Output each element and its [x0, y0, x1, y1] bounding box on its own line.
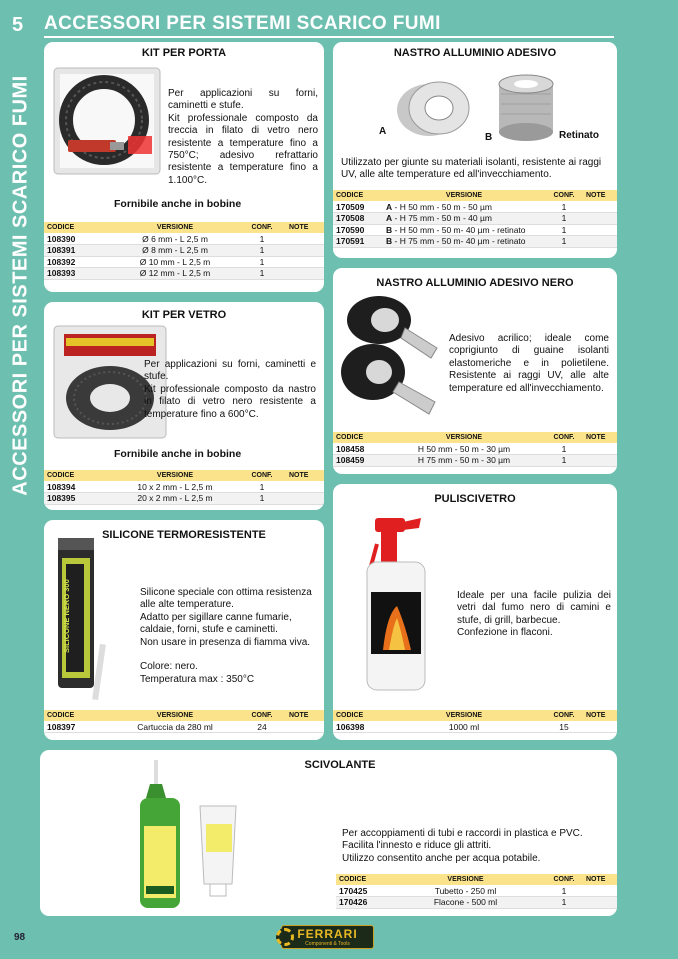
nastro-nero-table: [333, 432, 617, 467]
nastro-nero-image: [339, 292, 443, 422]
col-version: VERSIONE: [112, 470, 238, 481]
table-row: 108391 Ø 8 mm - L 2,5 m 1: [44, 245, 324, 257]
nastro-nero-title: NASTRO ALLUMINIO ADESIVO NERO: [376, 277, 574, 289]
col-note: NOTE: [583, 710, 617, 721]
nastro-nero-description: Adesivo acrilico; ideale come coprigiunto di guaine isolanti elastomeriche e in polietilene. Resistente ai raggi UV, alle alte temperature ed all'invecchiamento.: [449, 333, 609, 394]
nastro-label-a: A: [379, 126, 387, 137]
table-row: 108395 20 x 2 mm - L 2,5 m 1: [44, 493, 324, 505]
kit-vetro-note: Fornibile anche in bobine: [114, 448, 242, 460]
chapter-number: 5: [12, 14, 24, 36]
silicone-table: [44, 710, 324, 733]
col-code: CODICE: [333, 190, 383, 201]
side-title: ACCESSORI PER SISTEMI SCARICO FUMI: [9, 74, 32, 496]
table-row: 170508 A - H 75 mm - 50 m - 40 µm 1: [333, 213, 617, 225]
pulisci-table: [333, 710, 617, 733]
nastro-description: Utilizzato per giunte su materiali isolanti, resistente ai raggi UV, alle alte temperature ed all'invecchiamento.: [341, 157, 602, 181]
gear-icon: [276, 928, 294, 946]
kit-porta-title: KIT PER PORTA: [141, 47, 227, 59]
col-conf: CONF.: [545, 710, 583, 721]
col-conf: CONF.: [238, 710, 286, 721]
table-row: 108458 H 50 mm - 50 m - 30 µm 1: [333, 443, 617, 455]
kit-vetro-table: [44, 470, 324, 505]
col-note: NOTE: [286, 710, 324, 721]
nastro-label-b: B: [485, 132, 493, 143]
nastro-b-image: [491, 74, 561, 144]
col-version: VERSIONE: [112, 710, 238, 721]
table-row: 170590 B - H 50 mm - 50 m- 40 µm - retinato 1: [333, 224, 617, 236]
kit-porta-description: Per applicazioni su forni, caminetti e stufe. Kit professionale composto da treccia in filato di vetro nero resistente a temperature fino a 750°C; adesivo refrattario resistente a temperature fino a 1.100°C.: [168, 88, 318, 186]
page-title: ACCESSORI PER SISTEMI SCARICO FUMI: [44, 13, 441, 34]
col-code: CODICE: [333, 710, 383, 721]
table-row: 170509 A - H 50 mm - 50 m - 50 µm 1: [333, 201, 617, 213]
table-row: 108390 Ø 6 mm - L 2,5 m 1: [44, 233, 324, 245]
silicone-title: SILICONE TERMORESISTENTE: [102, 529, 266, 541]
table-row: 108459 H 75 mm - 50 m - 30 µm 1: [333, 455, 617, 467]
scivolante-title: SCIVOLANTE: [304, 759, 376, 771]
col-note: NOTE: [286, 470, 324, 481]
kit-vetro-description: Per applicazioni su forni, caminetti e stufe. Kit professionale composto da nastro in filato di vetro nero resistente a temperature fino a 600°C.: [144, 359, 316, 420]
pulisci-image: [357, 514, 439, 694]
scivolante-panel: [40, 750, 617, 916]
table-row: 108393 Ø 12 mm - L 2,5 m 1: [44, 268, 324, 280]
page-number: 98: [14, 932, 26, 943]
header-divider: [44, 36, 614, 38]
nastro-table: [333, 190, 617, 248]
ferrari-logo: FERRARI Componenti & Tools: [281, 925, 374, 949]
kit-vetro-panel: [44, 302, 324, 510]
col-conf: CONF.: [545, 432, 583, 443]
col-conf: CONF.: [238, 222, 286, 233]
table-row: 170591 B - H 75 mm - 50 m- 40 µm - retinato 1: [333, 236, 617, 248]
pulisci-description: Ideale per una facile pulizia dei vetri dal fumo nero di camini e stufe, di grill, barbecue. Confezione in flaconi.: [457, 590, 611, 639]
kit-porta-note: Fornibile anche in bobine: [114, 198, 242, 210]
table-row: 108397 Cartuccia da 280 ml 24: [44, 721, 324, 733]
pulisci-title: PULISCIVETRO: [434, 493, 516, 505]
scivolante-image: [136, 758, 248, 912]
silicone-description: Silicone speciale con ottima resistenza alle alte temperature. Adatto per sigillare canne fumarie, caldaie, forni, stufe e caminetti. Non usare in presenza di fiamma viva. Colore: nero. Temperatura max : 350°C: [140, 587, 312, 685]
col-note: NOTE: [583, 432, 617, 443]
nastro-title: NASTRO ALLUMINIO ADESIVO: [393, 47, 557, 59]
col-note: NOTE: [286, 222, 324, 233]
col-version: VERSIONE: [112, 222, 238, 233]
kit-vetro-title: KIT PER VETRO: [141, 309, 227, 321]
col-note: NOTE: [583, 874, 617, 885]
col-conf: CONF.: [238, 470, 286, 481]
kit-porta-panel: [44, 42, 324, 292]
col-version: VERSIONE: [386, 874, 545, 885]
col-conf: CONF.: [545, 874, 583, 885]
pulisci-panel: [333, 484, 617, 740]
table-row: 170425 Tubetto - 250 ml 1: [336, 885, 617, 897]
table-row: 108392 Ø 10 mm - L 2,5 m 1: [44, 256, 324, 268]
col-version: VERSIONE: [383, 432, 545, 443]
col-version: VERSIONE: [383, 710, 545, 721]
col-conf: CONF.: [545, 190, 583, 201]
silicone-product-label: SILICONE NERO 300: [62, 579, 71, 653]
col-code: CODICE: [44, 222, 112, 233]
col-code: CODICE: [44, 710, 112, 721]
scivolante-description: Per accoppiamenti di tubi e raccordi in plastica e PVC. Facilita l'innesto e riduce gli attriti. Utilizzo consentito anche per acqua potabile.: [342, 828, 583, 864]
col-note: NOTE: [583, 190, 617, 201]
nastro-nero-panel: [333, 268, 617, 474]
nastro-label-retinato: Retinato: [559, 130, 599, 141]
col-code: CODICE: [333, 432, 383, 443]
table-row: 108394 10 x 2 mm - L 2,5 m 1: [44, 481, 324, 493]
table-row: 170426 Flacone - 500 ml 1: [336, 897, 617, 909]
col-code: CODICE: [336, 874, 386, 885]
kit-porta-image: [52, 66, 162, 176]
scivolante-table: [336, 874, 617, 909]
table-row: 106398 1000 ml 15: [333, 721, 617, 733]
col-version: VERSIONE: [383, 190, 545, 201]
col-code: CODICE: [44, 470, 112, 481]
kit-porta-table: [44, 222, 324, 280]
nastro-panel: [333, 42, 617, 258]
nastro-a-image: [391, 78, 477, 140]
silicone-panel: [44, 520, 324, 740]
